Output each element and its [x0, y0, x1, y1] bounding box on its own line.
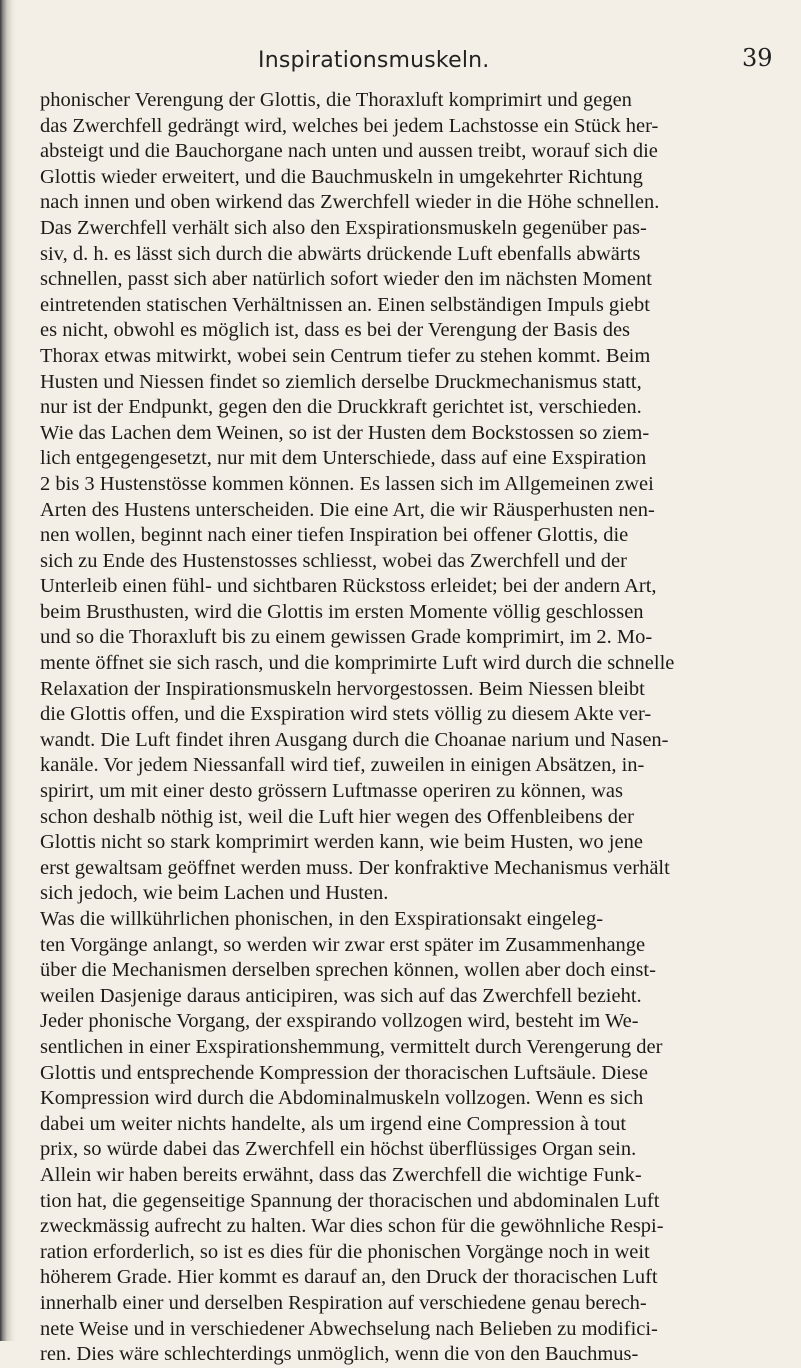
text-line: Glottis nicht so stark komprimirt werden kann, wie beim Husten, wo jene	[40, 831, 643, 854]
text-line: kanäle. Vor jedem Niessanfall wird tief, zuweilen in einigen Absätzen, in-	[40, 754, 645, 777]
text-line: dabei um weiter nichts handelte, als um irgend eine Compression à tout	[40, 1112, 627, 1135]
text-line: spirirt, um mit einer desto grössern Luftmasse operiren zu können, was	[40, 780, 623, 803]
text-line: nach innen und oben wirkend das Zwerchfell wieder in die Höhe schnellen.	[40, 191, 660, 214]
text-line: Was die willkührlichen phonischen, in den Exspirationsakt eingeleg-	[40, 908, 604, 930]
text-line: phonischer Verengung der Glottis, die Thoraxluft komprimirt und gegen	[40, 89, 632, 111]
text-line: ren. Dies wäre schlechterdings unmöglich, wenn die von den Bauchmus-	[40, 1343, 639, 1366]
text-line: ten Vorgänge anlangt, so werden wir zwar erst später im Zusammenhange	[40, 933, 646, 956]
text-line: Jeder phonische Vorgang, der exspirando vollzogen wird, besteht im We-	[40, 1010, 639, 1033]
text-line: Thorax etwas mitwirkt, wobei sein Centrum tiefer zu stehen kommt. Beim	[40, 344, 651, 367]
text-line: sentlichen in einer Exspirationshemmung, vermittelt durch Verengerung der	[40, 1035, 663, 1058]
text-line: nur ist der Endpunkt, gegen den die Druckkraft gerichtet ist, verschieden.	[40, 396, 642, 419]
text-line: innerhalb einer und derselben Respiration auf verschiedene genau berech-	[40, 1291, 647, 1314]
text-line: mente öffnet sie sich rasch, und die komprimirte Luft wird durch die schnelle	[40, 652, 675, 675]
text-line: Wie das Lachen dem Weinen, so ist der Husten dem Bockstossen so ziem-	[40, 421, 650, 444]
text-line: absteigt und die Bauchorgane nach unten und aussen treibt, worauf sich die	[40, 140, 658, 163]
text-line: Allein wir haben bereits erwähnt, dass das Zwerchfell die wichtige Funk-	[40, 1163, 642, 1186]
text-line: lich entgegengesetzt, nur mit dem Unterschiede, dass auf eine Exspiration	[40, 447, 647, 470]
text-line: zweckmässig aufrecht zu halten. War dies schon für die gewöhnliche Respi-	[40, 1215, 664, 1238]
text-line: nen wollen, beginnt nach einer tiefen Inspiration bei offener Glottis, die	[40, 524, 629, 547]
text-line: Arten des Hustens unterscheiden. Die eine Art, die wir Räusperhusten nen-	[40, 498, 655, 521]
running-title: Inspirationsmuskeln.	[258, 48, 490, 73]
text-line: wandt. Die Luft findet ihren Ausgang durch die Choanae narium und Nasen-	[40, 728, 669, 751]
text-line: sich zu Ende des Hustenstosses schliesst, wobei das Zwerchfell und der	[40, 549, 627, 572]
text-line: über die Mechanismen derselben sprechen können, wollen aber doch einst-	[40, 959, 656, 982]
text-line: Relaxation der Inspirationsmuskeln hervorgestossen. Beim Niessen bleibt	[40, 677, 645, 700]
text-line: Glottis und entsprechende Kompression der thoracischen Luftsäule. Diese	[40, 1061, 648, 1084]
text-line: und so die Thoraxluft bis zu einem gewissen Grade komprimirt, im 2. Mo-	[40, 626, 653, 649]
text-line: Das Zwerchfell verhält sich also den Exspirationsmuskeln gegenüber pas-	[40, 216, 647, 239]
text-line: eintretenden statischen Verhältnissen an. Einen selbständigen Impuls giebt	[40, 293, 650, 316]
text-line: tion hat, die gegenseitige Spannung der thoracischen und abdominalen Luft	[40, 1189, 660, 1212]
text-line: siv, d. h. es lässt sich durch die abwärts drückende Luft ebenfalls abwärts	[40, 242, 641, 265]
text-line: Husten und Niessen findet so ziemlich derselbe Druckmechanismus statt,	[40, 370, 642, 393]
body-text	[40, 88, 800, 1368]
text-line: 2 bis 3 Hustenstösse kommen können. Es lassen sich im Allgemeinen zwei	[40, 472, 654, 495]
text-line: schon deshalb nöthig ist, weil die Luft hier wegen des Offenbleibens der	[40, 805, 634, 828]
text-line: schnellen, passt sich aber natürlich sofort wieder den im nächsten Moment	[40, 268, 652, 291]
running-head	[0, 44, 801, 78]
text-line: Unterleib einen fühl- und sichtbaren Rückstoss erleidet; bei der andern Art,	[40, 575, 657, 598]
text-line: höherem Grade. Hier kommt es darauf an, den Druck der thoracischen Luft	[40, 1266, 658, 1289]
text-line: beim Brusthusten, wird die Glottis im ersten Momente völlig geschlossen	[40, 600, 644, 623]
text-line: Kompression wird durch die Abdominalmuskeln vollzogen. Wenn es sich	[40, 1087, 644, 1110]
text-line: das Zwerchfell gedrängt wird, welches bei jedem Lachstosse ein Stück her-	[40, 114, 659, 137]
text-line: erst gewaltsam geöffnet werden muss. Der konfraktive Mechanismus verhält	[40, 856, 670, 879]
text-line: weilen Dasjenige daraus anticipiren, was sich auf das Zwerchfell bezieht.	[40, 984, 642, 1007]
text-line: nete Weise und in verschiedener Abwechselung nach Belieben zu modifici-	[40, 1317, 658, 1340]
page-number: 39	[742, 44, 773, 72]
text-line: es nicht, obwohl es möglich ist, dass es bei der Verengung der Basis des	[40, 319, 631, 342]
text-line: Glottis wieder erweitert, und die Bauchmuskeln in umgekehrter Richtung	[40, 165, 643, 188]
text-line: die Glottis offen, und die Exspiration wird stets völlig zu diesem Akte ver-	[40, 703, 652, 726]
text-line: ration erforderlich, so ist es dies für die phonischen Vorgänge noch in weit	[40, 1240, 650, 1263]
text-line: sich jedoch, wie beim Lachen und Husten.	[40, 882, 389, 905]
text-line: prix, so würde dabei das Zwerchfell ein höchst überflüssiges Organ sein.	[40, 1138, 637, 1161]
